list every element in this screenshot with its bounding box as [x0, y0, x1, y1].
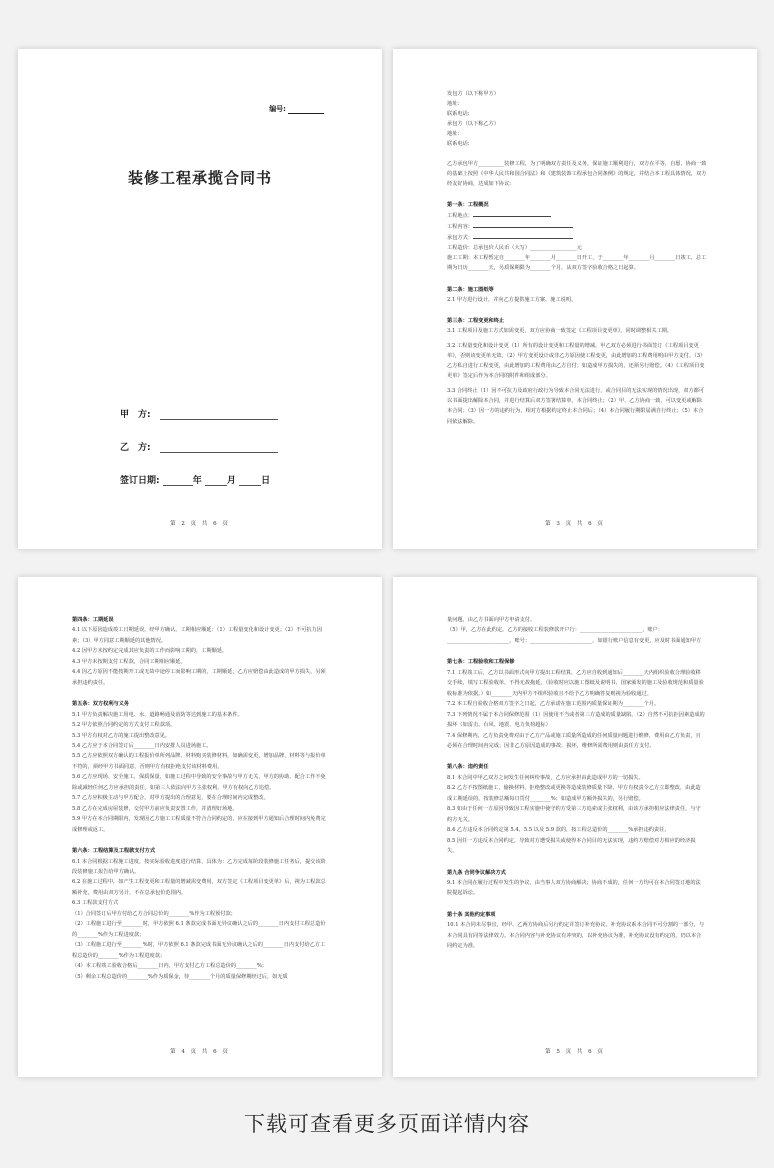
year-label: 年	[192, 476, 202, 486]
clause: 施工工期：本工程暂定自________年________月________日开工，于________年________月________日竣工，总工期为日历________天，另质保期限为________个月，从双方签字验收合格之日起算。	[447, 255, 707, 272]
party-line: 地址:	[447, 101, 460, 108]
sign-date-field	[120, 473, 270, 486]
party-line: 联系电话:	[447, 141, 470, 148]
contract-number-line	[288, 107, 324, 114]
clause: 7.1 工程竣工后，乙方以书面形式向甲方提出工程结算，乙方应自收到通知后________天内组织验收合理验收移交手续，填写工程验收单，不得无故拖延，（验收时应以施工图纸及说明书、国家颁发的施工及验收规范和质量验收标准为依据。）如________天内甲方不组织验收且不给予乙方明确答复则视为验收通过。	[447, 669, 704, 697]
party-b-field	[120, 440, 278, 453]
party-line: 承包方（以下称乙方）	[447, 121, 499, 128]
party-line: 地址:	[447, 131, 460, 138]
clause: （4）本工程竣工验收合格后________日内，甲方支付乙方工程总造价的________%；	[72, 963, 267, 970]
party-line: 发包方（以下称甲方）	[447, 91, 499, 97]
clause: 3.3 合同终止（1）因不可抗力及政府行政行为导致本合同无法进行，或合同目的无法实现的情况出现，双方都可以书面提出解除本合同，并进行结算后双方签署结算单，本合同终止；（2）甲、乙方协商一致，可以变更或解除本合同；（3）因一方的违约行为，相对方根据约定终止本合同后；（4）本合同履行期限届满自行终止；（5）本合同依法解除。	[447, 388, 705, 425]
clause: 6.3 工程款支付方式	[72, 900, 119, 907]
party-a-line	[160, 410, 278, 420]
clause: 6.1 本合同根据工程施工进度，按实际验收进度进行结算，具体为：乙方完成每阶段装修施工任务后，提交该阶段装修施工报告给甲方确认。	[72, 858, 326, 875]
clause: 工程内容：	[447, 221, 707, 232]
party-line: 联系电话:	[447, 111, 470, 118]
party-a-field	[120, 407, 278, 420]
contract-cover-page	[18, 49, 382, 549]
section-heading: 第一条：工程概况	[447, 201, 489, 208]
clause: 4.2 因甲方未按约定完成其应负责的工作而影响工期的，工期顺延。	[72, 648, 228, 655]
intro-paragraph: 乙方承包甲方__________装修工程，为了明确双方责任及义务，保证施工顺利进行，双方在平等，自愿、协商一致的基础上按照《中华人民共和国合同法》和《建筑装饰工程承包合同条例》的规定，并结合本工程具体情况，双方经友好协商，达成如下协议:	[447, 160, 707, 187]
clause: 8.2 乙方不按图纸施工，偷换材料，拒绝整改或更换等造成装修质量下降，甲方有权责令乙方立即整改，由此造成工期延误的，按装修总额每日罚付________%；如造成甲方额外损失的，另行赔偿。	[447, 785, 701, 802]
year-line	[163, 476, 193, 486]
clause: 5.5 乙方应依照双方确认的工程报价单所列品牌、材料购买装修材料，如确需变更、增加品牌，材料等与报价单不符的，须经甲方书面同意，否则甲方有权拒绝支付该材料费用。	[72, 753, 326, 770]
clause: （5）剩余工程总造价的________%作为质保金，待________个月的质量保修期经过后，如无质	[72, 973, 288, 980]
clause: 3.2 工程量变化和设计变更（1）所有的设计变更和工程量的增减，甲乙双方必须进行书面签订《工程项目变更单》，否则该变更单无效。（2）甲方变更设计或非乙方原因使工程变更，由此增加的工程费用明由甲方支付。（3）乙方私自进行工程变更，由此增加的工程费用由乙方自付；如造成甲方损失的，还须另行赔偿。（4）《工程项目变更单》签定后作为本合同的附件和组成部分。	[447, 342, 706, 380]
cover-title: 装修工程承揽合同书	[127, 169, 272, 187]
clause: 8.4 乙方违反本合同约定第 5.4、5.5 以及 5.9 款的，按工程总造价的________%承担违约责任。	[447, 827, 670, 834]
page-content	[72, 615, 328, 982]
page-content	[447, 89, 707, 427]
party-b-label: 乙 方:	[120, 443, 151, 453]
section-heading: 第五条：双方权利与义务	[72, 701, 130, 708]
clause: 5.2 甲方依照合同约定的方式支付工程款项。	[72, 722, 176, 729]
section-heading: 第八条：违约责任	[447, 764, 489, 771]
section-heading: 第二条：施工图纸等	[447, 286, 494, 293]
clause: （3）工程施工进行至________%时，甲方依照 6.1 条款完成书面无异议确认之后的________日内支付给乙方工程总造价的________%作为工程进度款；	[72, 942, 326, 959]
page-number: 第 4 页 共 6 页	[170, 1049, 230, 1055]
sign-date-label: 签订日期:	[120, 476, 160, 486]
page-number: 第 5 页 共 6 页	[545, 1049, 605, 1055]
clause: 7.4 保修期内，乙方负责免费对由于乙方产品或施工质量所造成的任何质量问题进行维修，费用由乙方负责，且必须在合理时间内完成；因非乙方原因造成的事故、损坏，维修所需费用则由责任方支付。	[447, 732, 701, 749]
section-heading: 第七条：工程验收和工程保修	[447, 659, 515, 666]
section-heading: 第十条 其他约定事项	[447, 911, 496, 918]
month-line	[205, 476, 227, 486]
clause: 8.5 因任一方违反本合同约定，导致对方遭受损失或使得本合同目的无法实现，违约方赔偿对方相应的经济损失。	[447, 837, 696, 855]
clause: 4.4 因乙方原因不能按期开工或无故中途停工而影响工期的，工期顺延，乙方应赔偿由此造成的甲方损失，另须承担违约责任。	[72, 669, 326, 686]
clause: 9.1 本合同在履行过程中发生的争议，由当事人双方协商解决；协商不成的，任何一方均可在本合同签订地的法院提起诉讼。	[447, 879, 701, 897]
contract-number-field	[269, 104, 324, 114]
clause: 7.3 下列情况不属于本合同保修范围（1）因使用不当或者第三方造成的质量缺陷。（2）自然不可抗拒因素造成的损坏（如雷击、台风、地震、电力负荷超标）	[447, 711, 705, 729]
contract-page-5	[393, 577, 757, 1077]
section-heading: 第四条：工期延误	[72, 617, 114, 623]
clause: 10.1 本合同未尽事宜，经甲、乙两方协商后另行约定并签订补充协议。补充协议系本合同不可分割的一部分，与本合同具有同等法律效力。本合同内容与补充协议有冲突的，以补充协议为准，补充协议没有约定的，仍以本合同约定为准。	[447, 922, 705, 950]
clause: 5.9 甲方在本合同期限内，发现因乙方施工工程质量不符合合同约定的，应在接到甲方通知后合理时间内免费完成修理或返工。	[72, 816, 326, 833]
section-heading: 第六条：工程结算及工程款支付方式	[72, 848, 156, 855]
clause: 承包方式：	[447, 232, 707, 243]
clause: 5.4 乙方应于本合同签订后________日内安排人员进场施工。	[72, 742, 212, 749]
clause: 工程造价：总承包价人民币（大写）__________________元	[447, 245, 582, 252]
clause: 8.1 本合同中甲乙双方之间发生任何纠纷事故，乙方应承担由此造成甲方的一切损失。	[447, 774, 644, 781]
party-b-line	[160, 443, 278, 453]
day-label: 日	[261, 476, 271, 486]
clause: 2.1 甲方进行设计，并向乙方提供施工方案、施工说明。	[447, 296, 577, 303]
page-number: 第 2 页 共 6 页	[170, 521, 230, 527]
clause: 5.3 甲方有权对乙方的施工提出整改意见。	[72, 732, 171, 739]
party-a-label: 甲 方:	[120, 410, 151, 420]
clause: 5.7 乙方应积极主动与甲方配合，对甲方提出的合理意见，要在合理时间内完成整改。	[72, 795, 269, 802]
download-caption: 下载可查看更多页面详情内容	[244, 1112, 530, 1136]
clause: 5.1 甲方负责解决施工用电、水、道路畅通及消防等达到施工的基本条件。	[72, 711, 243, 718]
clause: （2）工程施工进行至________时，甲方依照 6.1 条款完成书面无异议确认之后的________日内支付工程总造价的________%作为工程进度款；	[72, 921, 326, 938]
clause: （5）甲，乙方在此约定，乙方的接收工程装修款开户行：________________________，账户：________________________，账号：________________________，如银行账户信息有变更，应及时书面通知甲方	[447, 627, 702, 644]
contract-page-4	[18, 577, 382, 1077]
month-label: 月	[226, 476, 236, 486]
contract-page-3	[393, 49, 757, 549]
clause: 3.1 工程项目及施工方式如需变更，双方应协商一致签定《工程项目变更单》，同时调整相关工期。	[447, 327, 673, 334]
clause: 5.6 乙方应现场、安全施工，保质保量，如施工过程中导致的安全事故与甲方无关，甲方的协助、配合工作不免除或减轻任何乙方应承担的责任。如第三人依法向甲方主张权利，甲方有权向乙方追偿。	[72, 774, 326, 791]
page-content	[447, 615, 705, 952]
clause: 量问题，由乙方书面向甲方申请支付。	[447, 617, 536, 623]
clause: 5.8 乙方在完成房屋装修，交付甲方前应负责安置工作，并清理好场地。	[72, 805, 238, 812]
day-line	[239, 476, 261, 486]
clause: 4.1 以下原因造成竣工日期延误，经甲方确认，工期相应顺延：（1）工程量变化和设计变更；（2）不可抗力因素；（3）甲方同意工期顺延的其他情况。	[72, 627, 322, 644]
page-number: 第 3 页 共 6 页	[545, 521, 605, 527]
clause: 4.3 甲方未按期支付工程款，合同工期相应顺延。	[72, 658, 186, 665]
clause: 7.2 本工程自验收合格双方签字之日起，乙方承诺在施工范围内质量保证期为________个月。	[447, 701, 660, 708]
clause: 6.2 在施工过程中，如产生工程变更和工程量的增减需变费用，双方签定《工程项目变更单》后，视为工程款总额补充，费用由双方另计，不在总承包价范围内。	[72, 879, 326, 896]
clause: 工程地点：	[447, 210, 707, 221]
section-heading: 第三条：工程变更和终止	[447, 317, 505, 324]
clause: 8.3 如由于任何一方原因导致因工程实施中使守约方受第三方追索或主张权利，由该方承担相应法律责任，与守约方无关。	[447, 806, 701, 823]
contract-number-label: 编号:	[269, 105, 286, 113]
section-heading: 第九条 合同争议解决方式	[447, 869, 506, 876]
clause: （1）合同签订后甲方付给乙方合同总价的________%作为工程预付款；	[72, 910, 236, 917]
